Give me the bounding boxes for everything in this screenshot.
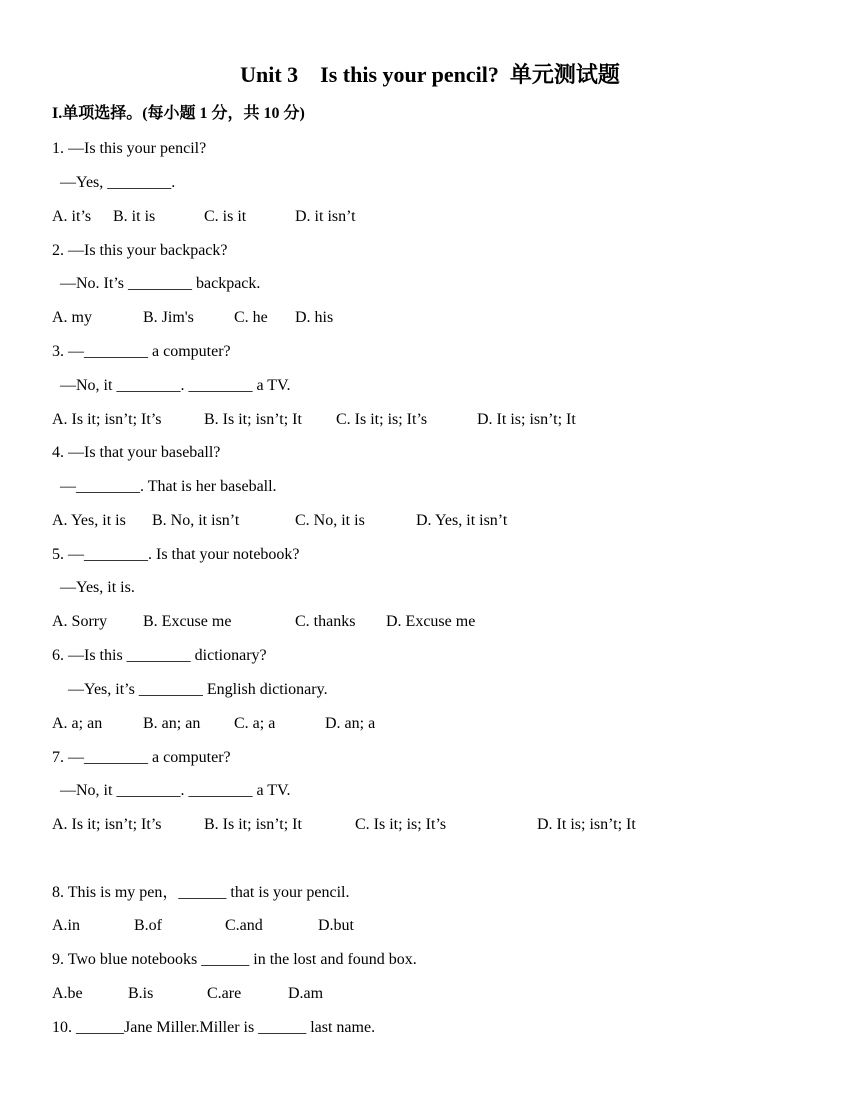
question-2-option-b: B. Jim's [143,309,194,326]
question-2-option-a: A. my [52,309,92,326]
question-7-stem: 7. —________ a computer? [52,749,231,766]
section-heading: I.单项选择。(每小题 1 分，共 10 分) [52,105,305,122]
question-1-answer-line: —Yes, ________. [60,174,176,191]
question-8-option-c: C.and [225,917,263,934]
question-8-stem: 8. This is my pen，______ that is your pencil. [52,884,350,901]
question-2-stem: 2. —Is this your backpack? [52,242,228,259]
question-1-option-b: B. it is [113,208,156,225]
question-5-option-b: B. Excuse me [143,613,232,630]
question-6-option-c: C. a; a [234,715,276,732]
question-4-option-d: D. Yes, it isn’t [416,512,508,529]
question-6-option-a: A. a; an [52,715,103,732]
question-7-option-a: A. Is it; isn’t; It’s [52,816,162,833]
question-4-option-a: A. Yes, it is [52,512,126,529]
question-2-option-c: C. he [234,309,268,326]
question-1-option-a: A. it’s [52,208,92,225]
question-9-option-b: B.is [128,985,154,1002]
question-10-stem: 10. ______Jane Miller.Miller is ______ last name. [52,1019,376,1036]
question-6-stem: 6. —Is this ________ dictionary? [52,647,267,664]
question-8-option-d: D.but [318,917,354,934]
question-6-option-d: D. an; a [325,715,376,732]
question-5-answer-line: —Yes, it is. [60,579,135,596]
question-1-option-d: D. it isn’t [295,208,356,225]
question-5-option-a: A. Sorry [52,613,108,630]
question-8-option-a: A.in [52,917,80,934]
question-3-option-c: C. Is it; is; It’s [336,411,428,428]
question-7-option-b: B. Is it; isn’t; It [204,816,302,833]
question-4-option-b: B. No, it isn’t [152,512,240,529]
question-3-option-d: D. It is; isn’t; It [477,411,576,428]
question-4-stem: 4. —Is that your baseball? [52,444,221,461]
question-2-answer-line: —No. It’s ________ backpack. [60,275,261,292]
question-5-stem: 5. —________. Is that your notebook? [52,546,300,563]
question-3-option-b: B. Is it; isn’t; It [204,411,302,428]
question-4-option-c: C. No, it is [295,512,365,529]
question-7-option-d: D. It is; isn’t; It [537,816,636,833]
question-9-option-c: C.are [207,985,242,1002]
question-3-option-a: A. Is it; isn’t; It’s [52,411,162,428]
question-7-option-c: C. Is it; is; It’s [355,816,447,833]
question-4-answer-line: —________. That is her baseball. [60,478,277,495]
question-7-answer-line: —No, it ________. ________ a TV. [60,782,291,799]
question-8-option-b: B.of [134,917,162,934]
question-1-option-c: C. is it [204,208,247,225]
question-5-option-d: D. Excuse me [386,613,476,630]
question-9-stem: 9. Two blue notebooks ______ in the lost and found box. [52,951,417,968]
question-3-answer-line: —No, it ________. ________ a TV. [60,377,291,394]
question-1-stem: 1. —Is this your pencil? [52,140,207,157]
question-9-option-d: D.am [288,985,324,1002]
question-6-option-b: B. an; an [143,715,201,732]
question-5-option-c: C. thanks [295,613,356,630]
question-2-option-d: D. his [295,309,334,326]
question-6-answer-line: —Yes, it’s ________ English dictionary. [68,681,328,698]
question-3-stem: 3. —________ a computer? [52,343,231,360]
page-title: Unit 3 Is this your pencil? 单元测试题 [240,62,620,87]
question-9-option-a: A.be [52,985,83,1002]
